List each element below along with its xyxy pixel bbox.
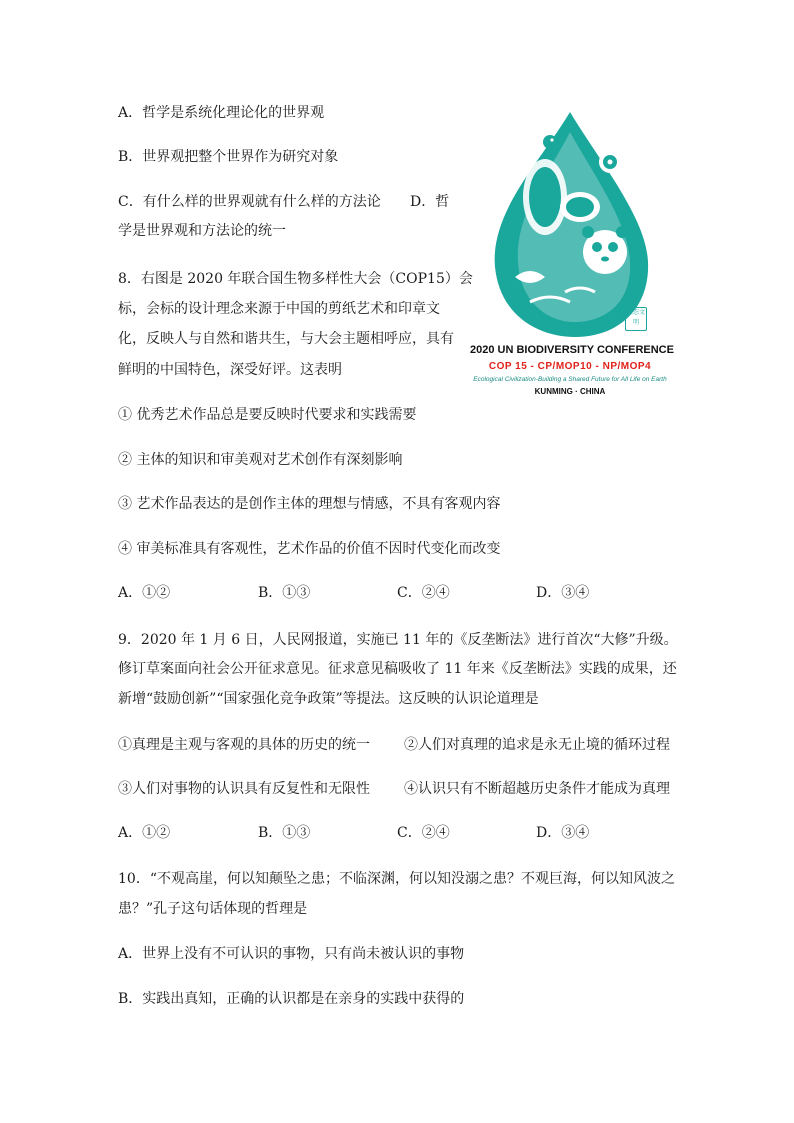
q10-option-b: B．实践出真知，正确的认识都是在亲身的实践中获得的 (118, 991, 465, 1007)
q8-choice-d: D．③④ (536, 585, 590, 601)
logo-title: 2020 UN BIODIVERSITY CONFERENCE (470, 344, 674, 356)
q8-stem-line-1: 8．右图是 2020 年联合国生物多样性大会（COP15）会 (118, 271, 473, 287)
q8-choice-c: C．②④ (397, 585, 450, 601)
q8-stem-line-4: 鲜明的中国特色，深受好评。这表明 (118, 362, 342, 378)
q8-choice-a: A．①② (118, 585, 171, 601)
cop15-emblem-icon (470, 102, 670, 342)
logo-subtitle: COP 15 - CP/MOP10 - NP/MOP4 (488, 361, 652, 372)
q7-option-b: B．世界观把整个世界作为研究对象 (118, 149, 339, 165)
q10-option-a: A．世界上没有不可认识的事物，只有尚未被认识的事物 (118, 946, 465, 962)
q9-statement-4: ④认识只有不断超越历史条件才能成为真理 (404, 781, 670, 797)
q9-choice-a: A．①② (118, 825, 171, 841)
q9-choice-d: D．③④ (536, 825, 590, 841)
q9-stem-line-1: 9．2020 年 1 月 6 日，人民网报道，实施已 11 年的《反垄断法》进行首次“大修”升级。 (118, 632, 678, 648)
q8-statement-1: ① 优秀艺术作品总是要反映时代要求和实践需要 (118, 407, 417, 423)
q7-option-a: A．哲学是系统化理论化的世界观 (118, 105, 325, 121)
q8-statement-4: ④ 审美标准具有客观性，艺术作品的价值不因时代变化而改变 (118, 541, 501, 557)
q8-statement-3: ③ 艺术作品表达的是创作主体的理想与情感，不具有客观内容 (118, 496, 501, 512)
q10-stem-line-2: 患？”孔子这句话体现的哲理是 (118, 901, 308, 917)
q7-option-d: D．哲 (410, 194, 450, 210)
q10-stem-line-1: 10．“不观高崖，何以知颠坠之患；不临深渊，何以知没溺之患？不观巨海，何以知风波之 (118, 871, 675, 887)
q8-statement-2: ② 主体的知识和审美观对艺术创作有深刻影响 (118, 452, 403, 468)
q7-option-c: C．有什么样的世界观就有什么样的方法论 (118, 194, 381, 210)
q9-stem-line-2: 修订草案面向社会公开征求意见。征求意见稿吸收了 11 年来《反垄断法》实践的成果，还 (118, 661, 677, 677)
q9-statement-3: ③人们对事物的认识具有反复性和无限性 (118, 781, 370, 797)
cop15-seal: 生态文明 (625, 307, 647, 331)
logo-location: KUNMING · CHINA (534, 387, 606, 396)
q8-choice-b: B．①③ (258, 585, 311, 601)
q9-choice-b: B．①③ (258, 825, 311, 841)
q9-statement-1: ①真理是主观与客观的具体的历史的统一 (118, 737, 370, 753)
logo-slogan: Ecological Civilization-Building a Shared Future for All Life on Earth (473, 376, 667, 383)
q8-stem-line-2: 标，会标的设计理念来源于中国的剪纸艺术和印章文 (118, 301, 440, 317)
q8-stem-line-3: 化，反映人与自然和谐共生，与大会主题相呼应，具有 (118, 331, 454, 347)
q7-option-d-continued: 学是世界观和方法论的统一 (118, 223, 286, 239)
q9-stem-line-3: 新增“鼓励创新”“国家强化竞争政策”等提法。这反映的认识论道理是 (118, 691, 539, 707)
q9-statement-2: ②人们对真理的追求是永无止境的循环过程 (404, 737, 670, 753)
q9-choice-c: C．②④ (397, 825, 450, 841)
cop15-logo (470, 102, 674, 402)
